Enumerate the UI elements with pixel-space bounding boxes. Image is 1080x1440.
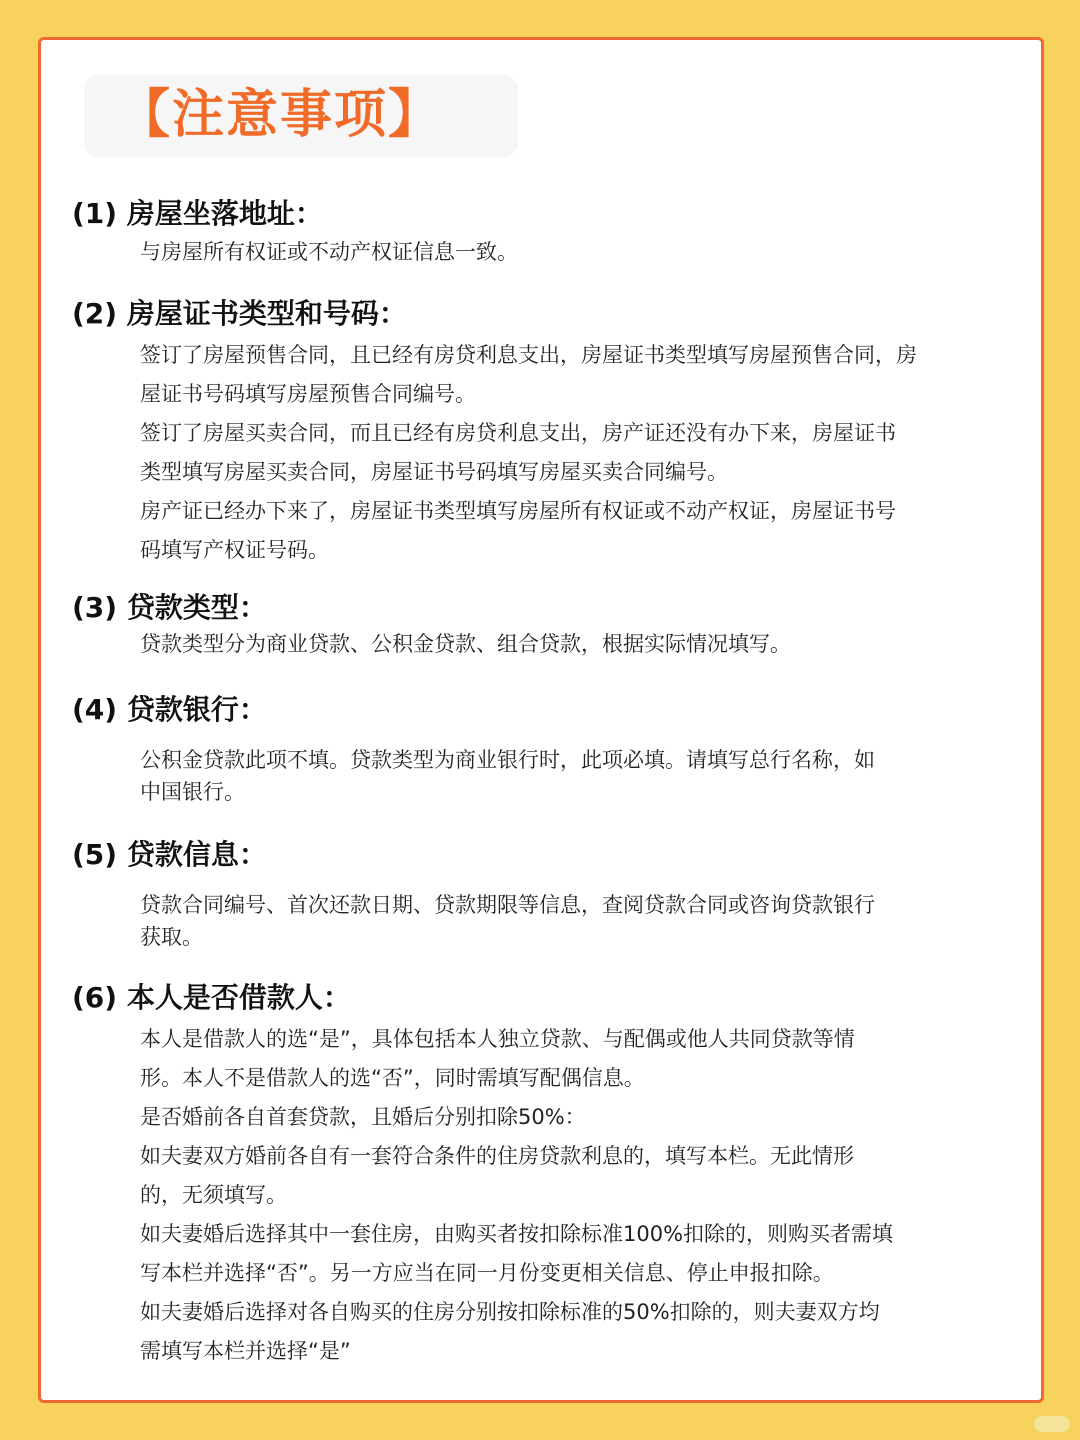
section-paragraph: 房产证已经办下来了，房屋证书类型填写房屋所有权证或不动产权证，房屋证书号码填写产权证号码。 — [140, 499, 896, 562]
section-paragraph: 签订了房屋买卖合同，而且已经有房贷利息支出，房产证还没有办下来，房屋证书类型填写房屋买卖合同，房屋证书号码填写房屋买卖合同编号。 — [140, 421, 896, 484]
title-banner — [84, 75, 518, 157]
section-heading: (3) 贷款类型： — [72, 591, 267, 624]
section-heading: (2) 房屋证书类型和号码： — [72, 297, 407, 330]
section-paragraph: 如夫妻双方婚前各自有一套符合条件的住房贷款利息的，填写本栏。无此情形的，无须填写。 — [140, 1144, 854, 1207]
section-heading: (6) 本人是否借款人： — [72, 981, 351, 1014]
section-paragraph: 是否婚前各自首套贷款，且婚后分别扣除50%： — [140, 1105, 586, 1129]
section-heading: (4) 贷款银行： — [72, 693, 267, 726]
section-paragraph: 签订了房屋预售合同，且已经有房贷利息支出，房屋证书类型填写房屋预售合同，房屋证书号码填写房屋预售合同编号。 — [140, 343, 917, 406]
section-house-address — [72, 194, 912, 268]
section-loan-bank — [72, 690, 932, 808]
section-paragraph: 贷款类型分为商业贷款、公积金贷款、组合贷款，根据实际情况填写。 — [140, 632, 791, 656]
section-paragraph: 贷款合同编号、首次还款日期、贷款期限等信息，查阅贷款合同或咨询贷款银行获取。 — [140, 893, 875, 949]
section-loan-type — [72, 588, 932, 660]
section-paragraph: 与房屋所有权证或不动产权证信息一致。 — [140, 240, 518, 264]
section-paragraph: 如夫妻婚后选择对各自购买的住房分别按扣除标准的50%扣除的，则夫妻双方均需填写本栏并选择“是” — [140, 1300, 880, 1363]
section-heading: (5) 贷款信息： — [72, 838, 267, 871]
section-is-borrower — [72, 978, 952, 1371]
section-paragraph: 公积金贷款此项不填。贷款类型为商业银行时，此项必填。请填写总行名称，如中国银行。 — [140, 748, 875, 804]
watermark-badge — [1034, 1416, 1070, 1432]
section-paragraph: 本人是借款人的选“是”，具体包括本人独立贷款、与配偶或他人共同贷款等情形。本人不是借款人的选“否”，同时需填写配偶信息。 — [140, 1027, 855, 1090]
section-certificate-type — [72, 294, 972, 570]
section-paragraph: 如夫妻婚后选择其中一套住房，由购买者按扣除标准100%扣除的，则购买者需填写本栏并选择“否”。另一方应当在同一月份变更相关信息、停止申报扣除。 — [140, 1222, 894, 1285]
section-heading: (1) 房屋坐落地址： — [72, 197, 323, 230]
page-title: 【注意事项】 — [118, 85, 443, 145]
section-loan-info — [72, 835, 932, 953]
